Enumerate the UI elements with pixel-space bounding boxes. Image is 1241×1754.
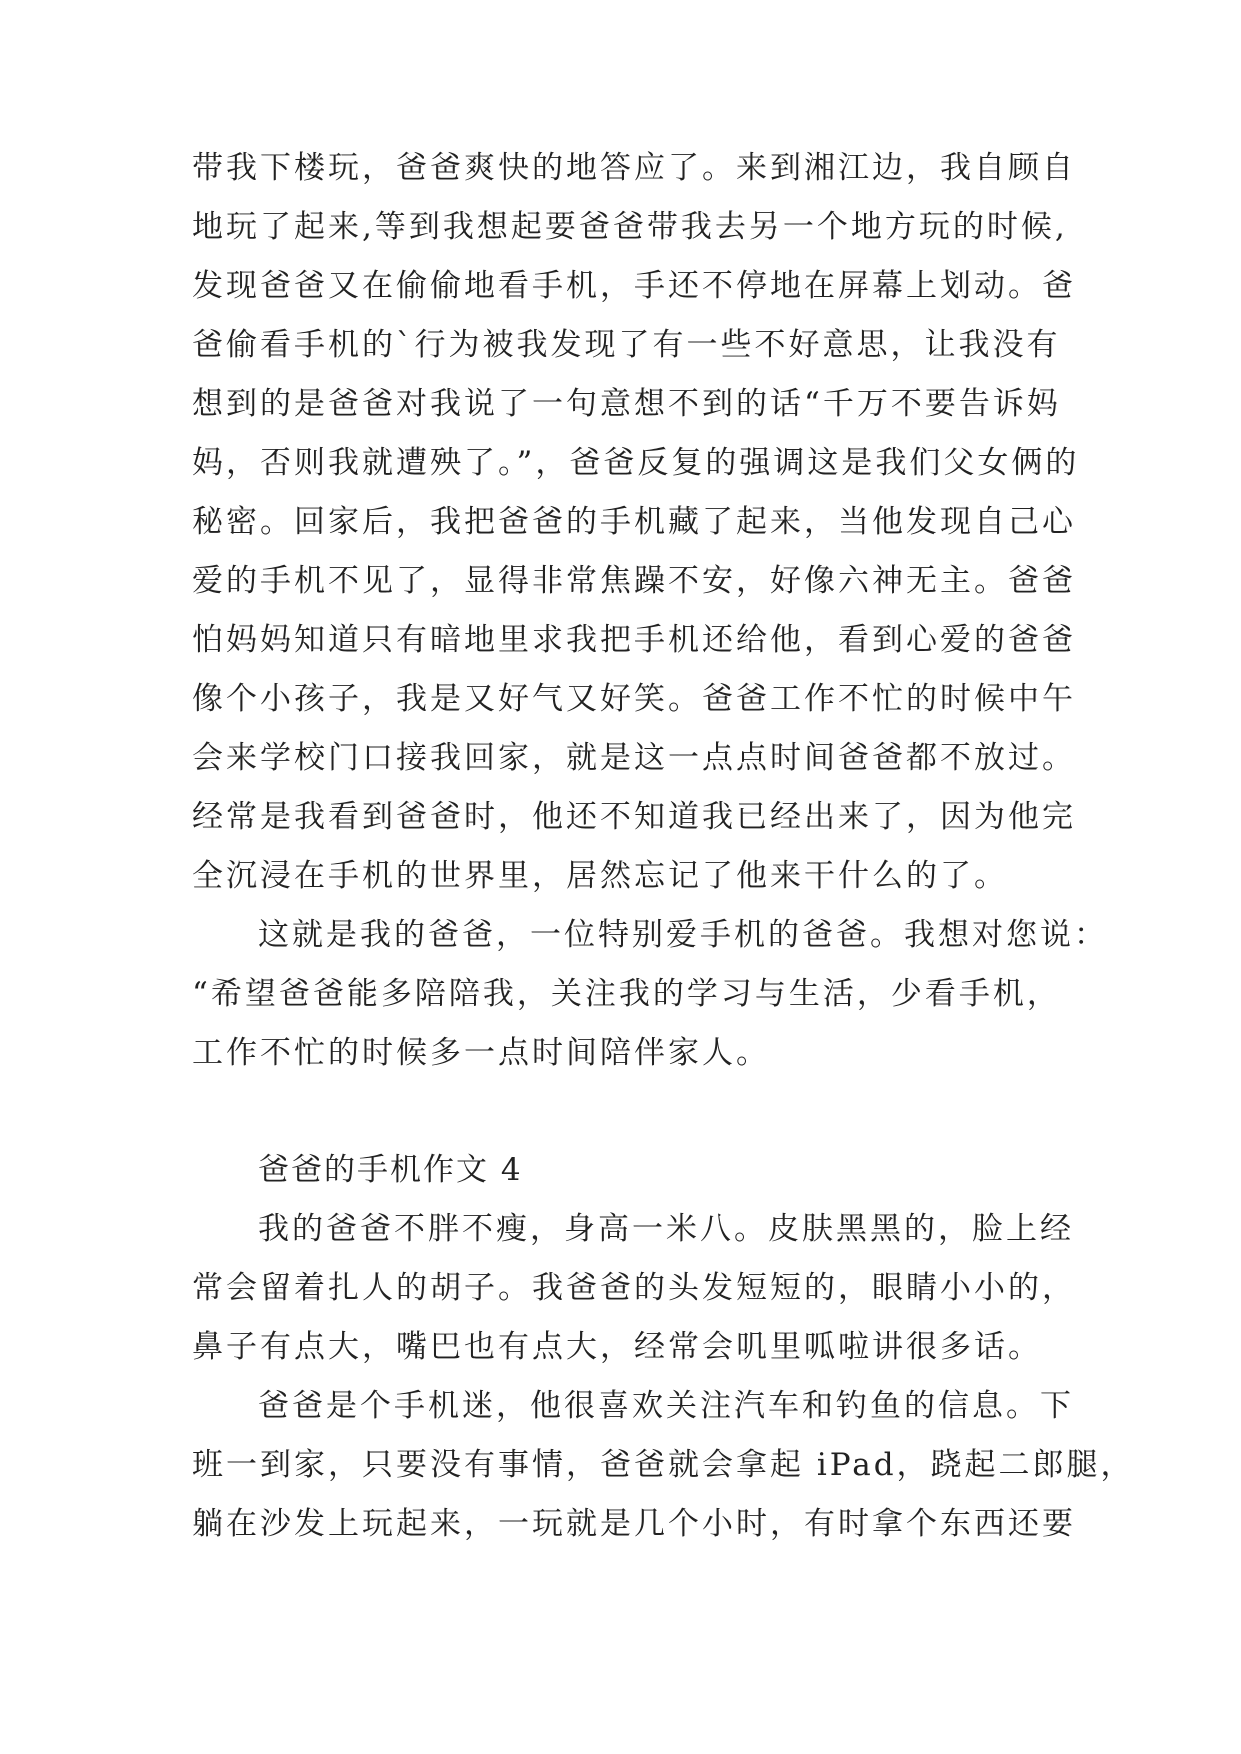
- paragraph-line: 怕妈妈知道只有暗地里求我把手机还给他，看到心爱的爸爸: [192, 622, 1076, 658]
- paragraph-line: 会来学校门口接我回家，就是这一点点时间爸爸都不放过。: [192, 740, 1076, 776]
- paragraph-line: 爱的手机不见了，显得非常焦躁不安，好像六神无主。爸爸: [192, 563, 1076, 599]
- paragraph-line: 全沉浸在手机的世界里，居然忘记了他来干什么的了。: [192, 858, 1008, 894]
- paragraph-line: 想到的是爸爸对我说了一句意想不到的话“千万不要告诉妈: [192, 386, 1061, 422]
- paragraph-line: 经常是我看到爸爸时，他还不知道我已经出来了，因为他完: [192, 799, 1076, 835]
- paragraph-line: 躺在沙发上玩起来，一玩就是几个小时，有时拿个东西还要: [192, 1506, 1076, 1542]
- paragraph-line: 爸偷看手机的`行为被我发现了有一些不好意思，让我没有: [192, 327, 1061, 363]
- paragraph-line: 地玩了起来,等到我想起要爸爸带我去另一个地方玩的时候,: [192, 209, 1068, 245]
- paragraph-line: 我的爸爸不胖不瘦，身高一米八。皮肤黑黑的，脸上经: [258, 1211, 1074, 1247]
- paragraph-line: “希望爸爸能多陪陪我，关注我的学习与生活，少看手机，: [192, 976, 1061, 1012]
- essay-title: 爸爸的手机作文 4: [258, 1152, 523, 1188]
- paragraph-line: 工作不忙的时候多一点时间陪伴家人。: [192, 1035, 770, 1071]
- paragraph-line: 秘密。回家后，我把爸爸的手机藏了起来，当他发现自己心: [192, 504, 1076, 540]
- paragraph-line: 班一到家，只要没有事情，爸爸就会拿起 iPad，跷起二郎腿，: [192, 1447, 1135, 1483]
- paragraph-line: 像个小孩子，我是又好气又好笑。爸爸工作不忙的时候中午: [192, 681, 1076, 717]
- paragraph-line: 妈，否则我就遭殃了。”，爸爸反复的强调这是我们父女俩的: [192, 445, 1080, 481]
- paragraph-line: 常会留着扎人的胡子。我爸爸的头发短短的，眼睛小小的，: [192, 1270, 1076, 1306]
- paragraph-line: 爸爸是个手机迷，他很喜欢关注汽车和钓鱼的信息。下: [258, 1388, 1074, 1424]
- paragraph-line: 鼻子有点大，嘴巴也有点大，经常会叽里呱啦讲很多话。: [192, 1329, 1042, 1365]
- paragraph-line: 带我下楼玩，爸爸爽快的地答应了。来到湘江边，我自顾自: [192, 150, 1076, 186]
- paragraph-line: 这就是我的爸爸，一位特别爱手机的爸爸。我想对您说：: [258, 917, 1108, 953]
- paragraph-line: 发现爸爸又在偷偷地看手机，手还不停地在屏幕上划动。爸: [192, 268, 1076, 304]
